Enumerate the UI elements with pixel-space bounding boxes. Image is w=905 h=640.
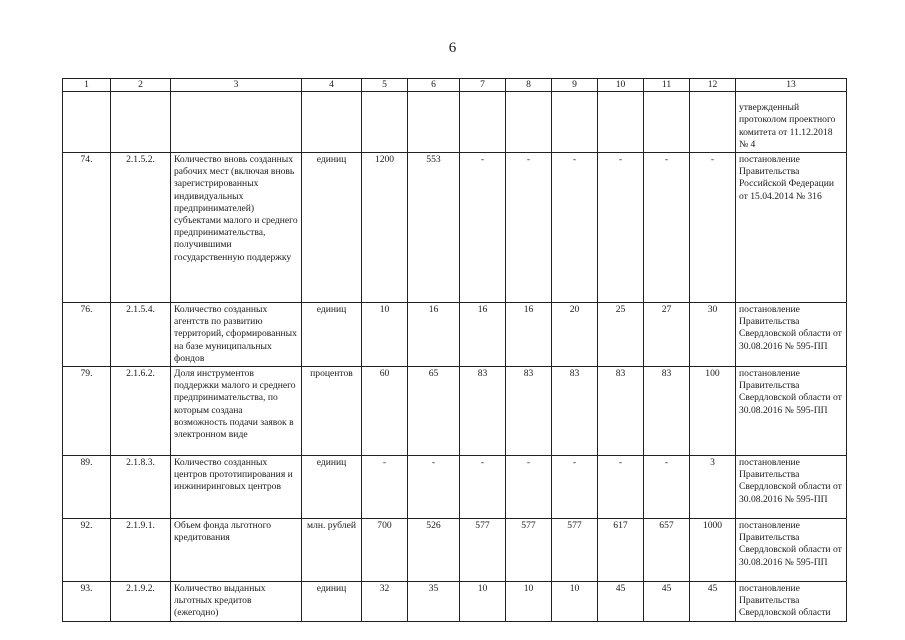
row-value: 45 bbox=[598, 582, 644, 622]
row-value: 657 bbox=[644, 519, 690, 582]
row-value: 45 bbox=[690, 582, 736, 622]
row-value bbox=[598, 92, 644, 153]
row-number: 76. bbox=[63, 303, 111, 367]
header-cell: 12 bbox=[690, 79, 736, 92]
header-cell: 9 bbox=[552, 79, 598, 92]
row-value: 10 bbox=[460, 582, 506, 622]
row-code: 2.1.5.2. bbox=[111, 153, 171, 303]
indicators-table bbox=[62, 78, 847, 622]
row-value: 1200 bbox=[362, 153, 408, 303]
row-indicator-name: Объем фонда льготного кредитования bbox=[171, 519, 302, 582]
row-legal-basis: постановление Правительства Российской Федерации от 15.04.2014 № 316 bbox=[736, 153, 847, 303]
row-value: 10 bbox=[506, 582, 552, 622]
row-value: 83 bbox=[552, 367, 598, 456]
row-value bbox=[506, 92, 552, 153]
row-unit: единиц bbox=[302, 582, 362, 622]
row-unit bbox=[302, 92, 362, 153]
row-value: - bbox=[460, 153, 506, 303]
row-value: - bbox=[506, 153, 552, 303]
table-header-row bbox=[63, 79, 847, 92]
row-value: - bbox=[690, 153, 736, 303]
row-value: 577 bbox=[552, 519, 598, 582]
row-number: 79. bbox=[63, 367, 111, 456]
row-value: - bbox=[506, 456, 552, 519]
row-code: 2.1.5.4. bbox=[111, 303, 171, 367]
row-value: 35 bbox=[408, 582, 460, 622]
row-value: 32 bbox=[362, 582, 408, 622]
row-legal-basis: постановление Правительства Свердловской области от 30.08.2016 № 595-ПП bbox=[736, 367, 847, 456]
row-value: 45 bbox=[644, 582, 690, 622]
row-unit: единиц bbox=[302, 153, 362, 303]
header-cell: 13 bbox=[736, 79, 847, 92]
row-legal-basis: постановление Правительства Свердловской области от 30.08.2016 № 595-ПП bbox=[736, 456, 847, 519]
row-number: 74. bbox=[63, 153, 111, 303]
header-cell: 10 bbox=[598, 79, 644, 92]
row-legal-basis: постановление Правительства Свердловской области от 30.08.2016 № 595-ПП bbox=[736, 303, 847, 367]
page-number: 6 bbox=[448, 40, 457, 56]
row-value bbox=[644, 92, 690, 153]
table-row bbox=[63, 303, 847, 367]
row-indicator-name: Количество выданных льготных кредитов (ежегодно) bbox=[171, 582, 302, 622]
row-code: 2.1.6.2. bbox=[111, 367, 171, 456]
row-code bbox=[111, 92, 171, 153]
header-cell: 6 bbox=[408, 79, 460, 92]
row-number: 92. bbox=[63, 519, 111, 582]
row-number bbox=[63, 92, 111, 153]
row-value: 25 bbox=[598, 303, 644, 367]
header-cell: 7 bbox=[460, 79, 506, 92]
row-legal-basis: постановление Правительства Свердловской области bbox=[736, 582, 847, 622]
header-cell: 1 bbox=[63, 79, 111, 92]
row-number: 93. bbox=[63, 582, 111, 622]
row-value bbox=[460, 92, 506, 153]
row-value: 700 bbox=[362, 519, 408, 582]
row-value: 83 bbox=[460, 367, 506, 456]
row-indicator-name: Количество вновь созданных рабочих мест (включая вновь зарегистрированных индивидуальных предпринимателей) субъектами малого и среднего предпринимательства, получившими государственную поддержку bbox=[171, 153, 302, 303]
row-indicator-name: Доля инструментов поддержки малого и среднего предпринимательства, по которым создана возможность подачи заявок в электронном виде bbox=[171, 367, 302, 456]
row-code: 2.1.9.1. bbox=[111, 519, 171, 582]
row-value: 30 bbox=[690, 303, 736, 367]
row-value: 16 bbox=[506, 303, 552, 367]
row-code: 2.1.9.2. bbox=[111, 582, 171, 622]
header-cell: 4 bbox=[302, 79, 362, 92]
row-value: - bbox=[644, 153, 690, 303]
row-value: 3 bbox=[690, 456, 736, 519]
row-value: 20 bbox=[552, 303, 598, 367]
row-legal-basis: постановление Правительства Свердловской области от 30.08.2016 № 595-ПП bbox=[736, 519, 847, 582]
row-value: 27 bbox=[644, 303, 690, 367]
row-value: 577 bbox=[460, 519, 506, 582]
row-unit: единиц bbox=[302, 456, 362, 519]
row-number: 89. bbox=[63, 456, 111, 519]
header-cell: 5 bbox=[362, 79, 408, 92]
row-value: 1000 bbox=[690, 519, 736, 582]
row-value: - bbox=[408, 456, 460, 519]
row-indicator-name: Количество созданных центров прототипирования и инжиниринговых центров bbox=[171, 456, 302, 519]
row-unit: единиц bbox=[302, 303, 362, 367]
row-legal-basis: утвержденный протоколом проектного комитета от 11.12.2018 № 4 bbox=[736, 92, 847, 153]
row-indicator-name bbox=[171, 92, 302, 153]
table-row bbox=[63, 582, 847, 622]
table-row bbox=[63, 367, 847, 456]
row-value bbox=[552, 92, 598, 153]
row-code: 2.1.8.3. bbox=[111, 456, 171, 519]
row-value: 65 bbox=[408, 367, 460, 456]
row-value: 60 bbox=[362, 367, 408, 456]
row-value bbox=[408, 92, 460, 153]
header-cell: 3 bbox=[171, 79, 302, 92]
table-row bbox=[63, 519, 847, 582]
row-value: - bbox=[552, 456, 598, 519]
row-value bbox=[690, 92, 736, 153]
row-value: 617 bbox=[598, 519, 644, 582]
row-value: 16 bbox=[408, 303, 460, 367]
row-value: 83 bbox=[598, 367, 644, 456]
table-row bbox=[63, 153, 847, 303]
row-value: - bbox=[552, 153, 598, 303]
row-value: - bbox=[598, 153, 644, 303]
header-cell: 8 bbox=[506, 79, 552, 92]
row-value: - bbox=[598, 456, 644, 519]
row-value bbox=[362, 92, 408, 153]
row-unit: процентов bbox=[302, 367, 362, 456]
row-value: 100 bbox=[690, 367, 736, 456]
table-row bbox=[63, 456, 847, 519]
row-value: - bbox=[644, 456, 690, 519]
row-value: - bbox=[460, 456, 506, 519]
row-value: 83 bbox=[644, 367, 690, 456]
row-value: 577 bbox=[506, 519, 552, 582]
row-unit: млн. рублей bbox=[302, 519, 362, 582]
table-row bbox=[63, 92, 847, 153]
row-value: 553 bbox=[408, 153, 460, 303]
row-value: 526 bbox=[408, 519, 460, 582]
row-value: 10 bbox=[362, 303, 408, 367]
row-indicator-name: Количество созданных агентств по развитию территорий, сформированных на базе муниципальных фондов bbox=[171, 303, 302, 367]
header-cell: 2 bbox=[111, 79, 171, 92]
row-value: 10 bbox=[552, 582, 598, 622]
header-cell: 11 bbox=[644, 79, 690, 92]
row-value: 16 bbox=[460, 303, 506, 367]
row-value: - bbox=[362, 456, 408, 519]
row-value: 83 bbox=[506, 367, 552, 456]
